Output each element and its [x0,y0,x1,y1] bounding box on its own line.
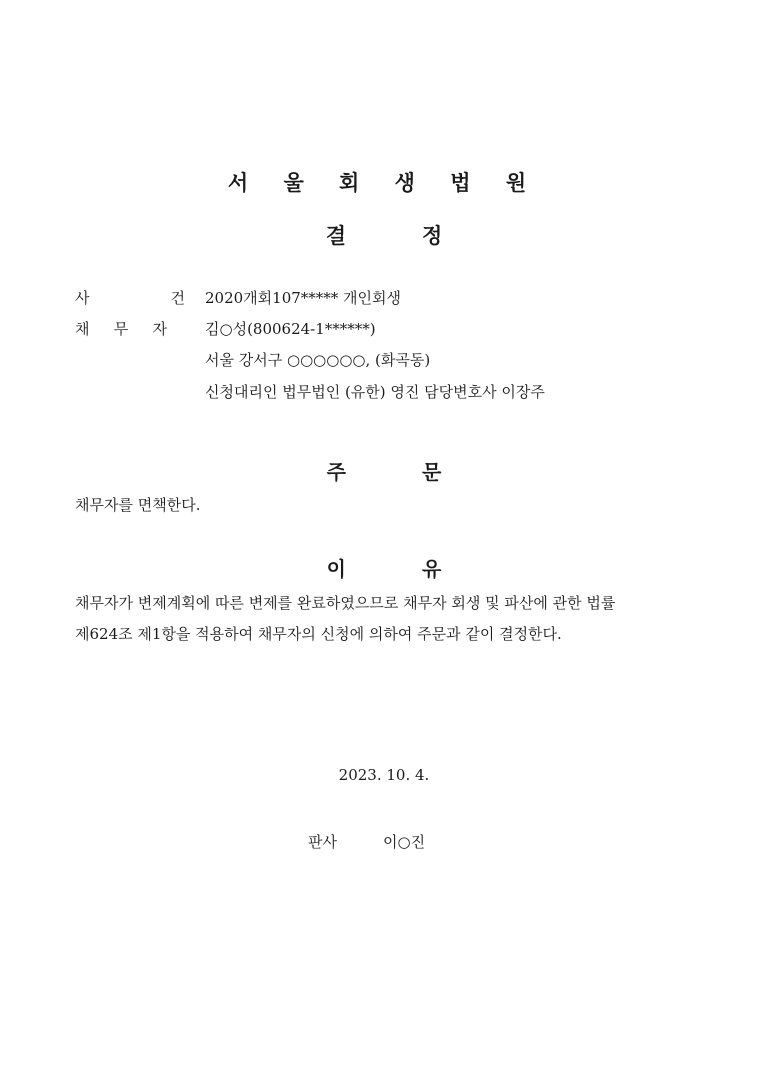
debtor-label: 채 무 자 [75,320,167,338]
court-name: 서 울 회 생 법 원 [227,171,541,195]
title-char-right: 정 [422,224,443,248]
judge-title: 판사 [308,833,337,851]
order-heading: 주 문 [326,460,442,484]
case-number: 2020개회107***** 개인회생 [205,289,402,307]
case-label: 사 건 [75,289,185,307]
judge-name: 이○진 [383,833,426,851]
applicant-agent: 신청대리인 법무법인 (유한) 영진 담당변호사 이장주 [205,383,545,401]
document-title [0,220,768,250]
order-text: 채무자를 면책한다. [75,496,201,514]
reason-text-line-2: 제624조 제1항을 적용하여 채무자의 신청에 의하여 주문과 같이 결정한다. [75,625,562,643]
title-char-left: 결 [325,224,346,248]
debtor-name: 김○성(800624-1******) [205,320,376,338]
reason-heading: 이 유 [326,557,442,581]
decision-date: 2023. 10. 4. [338,766,430,784]
reason-text-line-1: 채무자가 변제계획에 따른 변제를 완료하였으므로 채무자 회생 및 파산에 관한 법률 [75,594,616,612]
debtor-address: 서울 강서구 ○○○○○○, (화곡동) [205,351,431,369]
